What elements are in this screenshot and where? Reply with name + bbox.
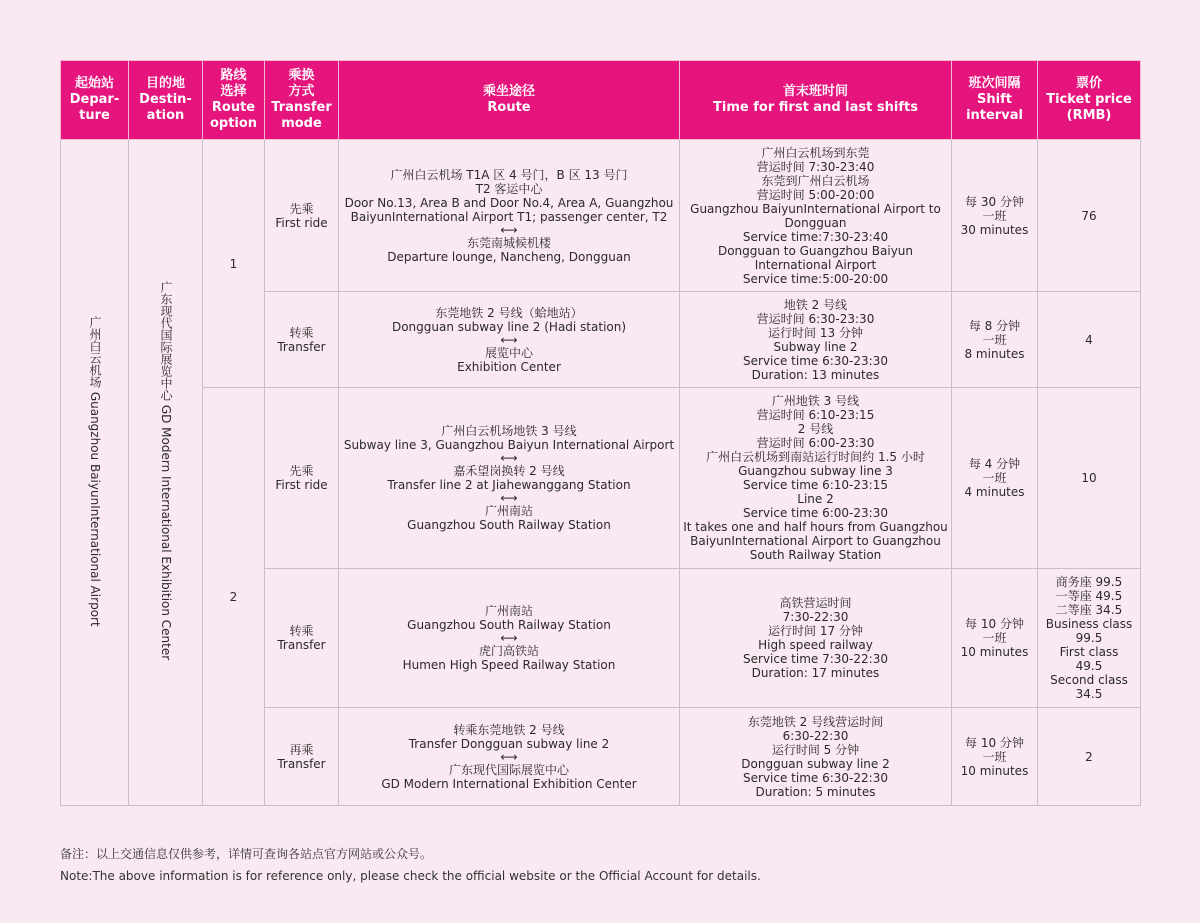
cell-text-line: Duration: 17 minutes <box>751 666 880 680</box>
interval-cell <box>952 388 1038 569</box>
cell-text-line: Business class <box>1045 617 1133 631</box>
cell-text-line: 路线 <box>220 68 247 83</box>
cell-text-line: 76 <box>1081 208 1097 223</box>
cell-text-line: 一班 <box>982 208 1007 223</box>
cell-text-line: T2 客运中心 <box>475 181 543 196</box>
cell-text-line: 4 <box>1085 332 1093 347</box>
cell-text-line: Transfer line 2 at Jiahewanggang Station <box>387 478 631 492</box>
cell-text-line: 再乘 <box>289 742 314 757</box>
cell-text-line: 选择 <box>220 84 247 99</box>
cell-text-line: Door No.13, Area B and Door No.4, Area A, Guangzhou <box>344 195 674 210</box>
cell-text-line: 营运时间 6:10-23:15 <box>756 408 875 422</box>
cell-text-line: 展览中心 <box>484 345 533 360</box>
cell-text-line: Shift <box>977 92 1012 107</box>
cell-text-line: 先乘 <box>289 464 314 478</box>
table-row <box>61 388 1141 569</box>
cell-text-line: 8 minutes <box>964 346 1025 361</box>
cell-text-line: Destin- <box>139 92 192 107</box>
price-cell <box>1038 569 1141 708</box>
cell-text-line: Transfer <box>271 100 332 115</box>
cell-text-line: (RMB) <box>1066 108 1112 123</box>
header-route <box>339 61 680 140</box>
cell-text-line: 每 4 分钟 <box>968 457 1021 471</box>
transfer-mode-cell <box>265 569 339 708</box>
cell-text-line: Ticket price <box>1046 92 1132 107</box>
cell-text-line: 广东现代国际展览中心 <box>448 762 569 777</box>
cell-text-line: 商务座 99.5 <box>1055 575 1123 589</box>
bidirectional-arrow-icon: ⟷ <box>500 631 518 645</box>
cell-text-line: Dongguan <box>784 215 847 230</box>
transfer-mode-cell <box>265 140 339 292</box>
cell-text-line: 先乘 <box>289 201 314 216</box>
cell-text-line: 10 minutes <box>960 763 1029 778</box>
time-cell <box>680 140 952 292</box>
cell-text-line: Duration: 13 minutes <box>751 367 880 382</box>
cell-text-line: Guangzhou South Railway Station <box>407 518 611 532</box>
price-cell <box>1038 708 1141 806</box>
bidirectional-arrow-icon: ⟷ <box>500 491 518 505</box>
cell-text-line: Dongguan subway line 2 (Hadi station) <box>391 319 627 334</box>
cell-text-line: Service time 7:30-22:30 <box>743 652 888 666</box>
cell-text-line: Humen High Speed Railway Station <box>402 658 616 672</box>
cell-text-line: 乘坐途径 <box>482 84 535 99</box>
header-row <box>61 61 1141 140</box>
cell-text-line: Transfer <box>277 339 326 354</box>
interval-cell <box>952 292 1038 388</box>
cell-text-line: 嘉禾望岗换转 2 号线 <box>453 464 565 478</box>
cell-text-line: Time for first and last shifts <box>713 100 918 115</box>
cell-text-line: option <box>209 116 258 131</box>
cell-text-line: 广州南站 <box>484 604 533 618</box>
footnote-english: Note:The above information is for reference only, please check the official website or the Official Account for details. <box>60 869 761 883</box>
cell-text-line: Departure lounge, Nancheng, Dongguan <box>387 249 631 264</box>
cell-text-line: Exhibition Center <box>457 359 561 374</box>
table-row <box>61 140 1141 292</box>
cell-text-line: BaiyunInternational Airport T1; passenger center, T2 <box>350 209 668 224</box>
header-destination <box>129 61 203 140</box>
time-cell <box>680 292 952 388</box>
cell-text-line: 目的地 <box>145 76 185 91</box>
departure-label: 广州白云机场 Guangzhou BaiyunInternational Airport <box>88 315 102 627</box>
cell-text-line: 7:30-22:30 <box>782 610 849 624</box>
cell-text-line: Service time 6:30-22:30 <box>743 770 888 785</box>
cell-text-line: 营运时间 6:30-23:30 <box>756 311 875 326</box>
header-route-option <box>203 61 265 140</box>
transfer-mode-cell <box>265 388 339 569</box>
cell-text-line: 34.5 <box>1075 687 1103 701</box>
bidirectional-arrow-icon: ⟷ <box>500 749 518 764</box>
header-time <box>680 61 952 140</box>
transport-table <box>60 60 1141 806</box>
cell-text-line: 6:30-22:30 <box>782 728 849 743</box>
destination-cell <box>129 140 203 806</box>
cell-text-line: 营运时间 6:00-23:30 <box>756 436 875 450</box>
cell-text-line: 方式 <box>288 84 315 99</box>
time-cell <box>680 569 952 708</box>
cell-text-line: interval <box>966 108 1023 123</box>
cell-text-line: Depar- <box>69 92 120 107</box>
cell-text-line: First ride <box>275 478 328 492</box>
cell-text-line: 运行时间 13 分钟 <box>768 325 863 340</box>
interval-cell <box>952 569 1038 708</box>
cell-text-line: 首末班时间 <box>782 84 848 99</box>
transfer-mode-cell <box>265 708 339 806</box>
cell-text-line: 运行时间 5 分钟 <box>771 742 860 757</box>
cell-text-line: Service time 6:00-23:30 <box>743 506 888 520</box>
cell-text-line: 广州白云机场到东莞 <box>761 145 870 160</box>
cell-text-line: mode <box>281 116 322 131</box>
cell-text-line: 二等座 34.5 <box>1055 603 1123 617</box>
cell-text-line: BaiyunInternational Airport to Guangzhou <box>690 534 941 548</box>
cell-text-line: Dongguan to Guangzhou Baiyun <box>717 243 914 258</box>
cell-text-line: First class <box>1059 645 1119 659</box>
header-departure <box>61 61 129 140</box>
cell-text-line: It takes one and half hours from Guangzhou <box>683 520 948 534</box>
cell-text-line: Subway line 3, Guangzhou Baiyun International Airport <box>343 438 675 452</box>
cell-text-line: 99.5 <box>1075 631 1103 645</box>
cell-text-line: Guangzhou South Railway Station <box>407 618 611 632</box>
bidirectional-arrow-icon: ⟷ <box>500 451 518 465</box>
bidirectional-arrow-icon: ⟷ <box>500 222 518 237</box>
cell-text-line: 起始站 <box>74 76 114 91</box>
cell-text-line: 营运时间 7:30-23:40 <box>756 159 875 174</box>
cell-text-line: 东莞地铁 2 号线（蛤地站） <box>435 305 583 320</box>
transfer-mode-cell <box>265 292 339 388</box>
cell-text-line: Service time 6:10-23:15 <box>743 478 888 492</box>
cell-text-line: 乘换 <box>288 68 315 83</box>
cell-text-line: 一班 <box>982 332 1007 347</box>
cell-text-line: High speed railway <box>758 638 873 652</box>
cell-text-line: Service time:5:00-20:00 <box>742 271 889 286</box>
route-cell <box>339 708 680 806</box>
route-cell <box>339 140 680 292</box>
destination-label: 广东现代国际展览中心 GD Modern International Exhibition Center <box>159 281 173 661</box>
cell-text-line: 广州白云机场地铁 3 号线 <box>441 424 577 438</box>
cell-text-line: 10 <box>1081 471 1097 485</box>
cell-text-line: 高铁营运时间 <box>779 596 852 610</box>
footnote-chinese: 备注：以上交通信息仅供参考，详情可查询各站点官方网站或公众号。 <box>60 847 433 861</box>
route-cell <box>339 388 680 569</box>
cell-text-line: Dongguan subway line 2 <box>741 756 890 771</box>
cell-text-line: Route <box>211 100 256 115</box>
cell-text-line: 一班 <box>982 471 1007 485</box>
header-price <box>1038 61 1141 140</box>
cell-text-line: 30 minutes <box>960 222 1029 237</box>
route-cell <box>339 569 680 708</box>
cell-text-line: 一班 <box>982 631 1007 645</box>
header-transfer-mode <box>265 61 339 140</box>
cell-text-line: 每 10 分钟 <box>965 735 1024 750</box>
cell-text-line: 地铁 2 号线 <box>783 297 848 312</box>
cell-text-line: International Airport <box>754 257 877 272</box>
departure-cell <box>61 140 129 806</box>
cell-text-line: 广州南站 <box>484 504 533 518</box>
interval-cell <box>952 140 1038 292</box>
cell-text-line: 2 <box>1085 749 1093 764</box>
cell-text-line: 运行时间 17 分钟 <box>768 624 863 638</box>
cell-text-line: 虎门高铁站 <box>478 644 539 658</box>
cell-text-line: Guangzhou BaiyunInternational Airport to <box>690 201 941 216</box>
price-cell <box>1038 388 1141 569</box>
cell-text-line: 东莞到广州白云机场 <box>761 173 870 188</box>
cell-text-line: 4 minutes <box>964 485 1025 499</box>
cell-text-line: 每 30 分钟 <box>965 194 1024 209</box>
cell-text-line: 每 10 分钟 <box>965 617 1024 631</box>
cell-text-line: 每 8 分钟 <box>968 318 1021 333</box>
cell-text-line: Guangzhou subway line 3 <box>738 464 893 478</box>
cell-text-line: Route <box>487 100 531 115</box>
cell-text-line: GD Modern International Exhibition Center <box>381 776 637 791</box>
cell-text-line: 一班 <box>982 749 1007 764</box>
cell-text-line: 一等座 49.5 <box>1055 589 1123 603</box>
route-option-1: 1 <box>203 140 265 388</box>
cell-text-line: 广州地铁 3 号线 <box>771 394 860 408</box>
cell-text-line: 东莞南城候机楼 <box>466 235 551 250</box>
cell-text-line: South Railway Station <box>749 548 882 562</box>
route-cell <box>339 292 680 388</box>
cell-text-line: Transfer Dongguan subway line 2 <box>408 736 610 751</box>
cell-text-line: ture <box>79 108 110 123</box>
cell-text-line: First ride <box>275 215 328 230</box>
cell-text-line: 2 号线 <box>797 422 834 436</box>
cell-text-line: 转乘 <box>289 325 314 340</box>
cell-text-line: Transfer <box>277 638 326 652</box>
footnotes <box>60 843 761 887</box>
time-cell <box>680 708 952 806</box>
cell-text-line: Transfer <box>277 756 326 771</box>
cell-text-line: 东莞地铁 2 号线营运时间 <box>747 714 884 729</box>
cell-text-line: ation <box>146 108 185 123</box>
cell-text-line: 班次间隔 <box>968 76 1021 91</box>
cell-text-line: Line 2 <box>797 492 834 506</box>
interval-cell <box>952 708 1038 806</box>
time-cell <box>680 388 952 569</box>
cell-text-line: 转乘 <box>289 624 314 638</box>
cell-text-line: 广州白云机场 T1A 区 4 号门，B 区 13 号门 <box>390 167 628 182</box>
cell-text-line: 转乘东莞地铁 2 号线 <box>453 722 565 737</box>
bidirectional-arrow-icon: ⟷ <box>500 332 518 347</box>
cell-text-line: Duration: 5 minutes <box>755 784 876 799</box>
cell-text-line: 营运时间 5:00-20:00 <box>756 187 875 202</box>
cell-text-line: Second class <box>1050 673 1128 687</box>
price-cell <box>1038 292 1141 388</box>
cell-text-line: 票价 <box>1075 76 1102 91</box>
cell-text-line: 10 minutes <box>960 645 1029 659</box>
header-interval <box>952 61 1038 140</box>
cell-text-line: Service time:7:30-23:40 <box>742 229 889 244</box>
cell-text-line: Service time 6:30-23:30 <box>743 353 888 368</box>
cell-text-line: Subway line 2 <box>773 339 858 354</box>
cell-text-line: 广州白云机场到南站运行时间约 1.5 小时 <box>706 450 925 464</box>
price-cell <box>1038 140 1141 292</box>
cell-text-line: 49.5 <box>1075 659 1103 673</box>
route-option-2: 2 <box>203 388 265 806</box>
